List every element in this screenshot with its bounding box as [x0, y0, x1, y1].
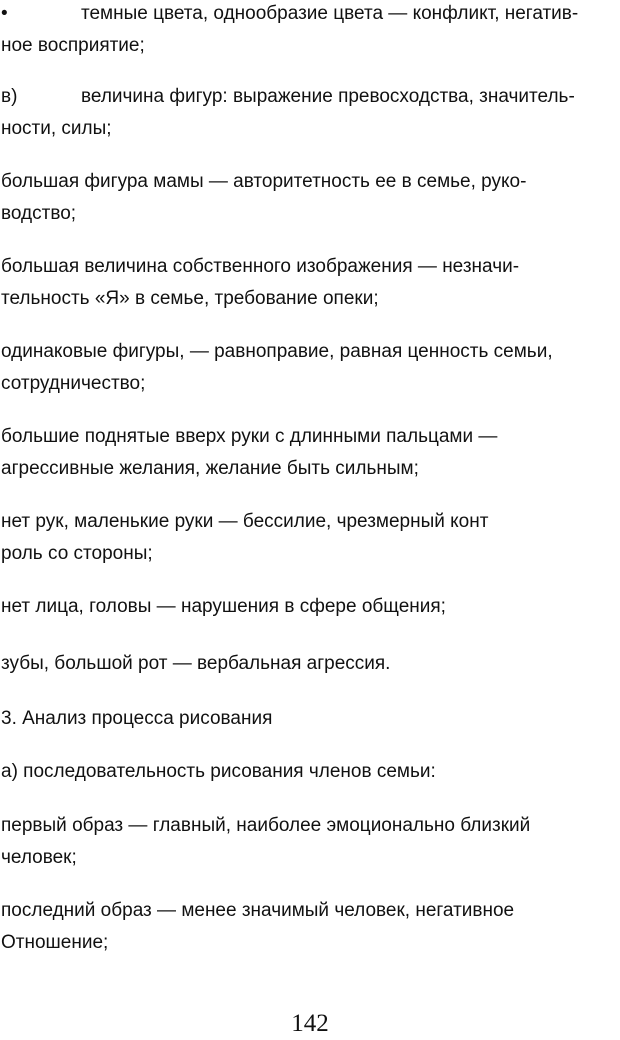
text-line: ное восприятие; — [1, 35, 145, 56]
text-line: человек; — [1, 847, 77, 868]
text-line: агрессивные желания, желание быть сильным; — [1, 458, 419, 479]
paragraph-no-hands — [1, 506, 616, 570]
paragraph-last-image — [1, 895, 616, 959]
page-number: 142 — [291, 1010, 329, 1037]
paragraph-mother-figure — [1, 166, 616, 230]
text-line: а) последовательность рисования членов семьи: — [1, 761, 436, 782]
text-line: ности, силы; — [1, 118, 112, 139]
paragraph-first-image — [1, 810, 616, 874]
text-line: • темные цвета, однообразие цвета — конфликт, негатив- — [1, 0, 616, 30]
text-line: 3. Анализ процесса рисования — [1, 708, 273, 729]
text-line: зубы, большой рот — вербальная агрессия. — [1, 653, 391, 674]
text-line: Отношение; — [1, 932, 109, 953]
paragraph-teeth — [1, 648, 616, 680]
text-line: первый образ — главный, наиболее эмоционально близкий — [1, 815, 531, 836]
text-line: большие поднятые вверх руки с длинными пальцами — — [1, 426, 498, 447]
text-line: сотрудничество; — [1, 373, 146, 394]
text-line: большая величина собственного изображения — незначи- — [1, 256, 520, 277]
text-line: большая фигура мамы — авторитетность ее в семье, руко- — [1, 171, 527, 192]
text-line: нет лица, головы — нарушения в сфере общения; — [1, 596, 446, 617]
paragraph-no-face — [1, 591, 616, 623]
list-marker: в) — [1, 86, 18, 107]
text-line: в) величина фигур: выражение превосходства, значитель- — [1, 81, 616, 113]
text-line: нет рук, маленькие руки — бессилие, чрезмерный конт — [1, 511, 489, 532]
text-line: тельность «Я» в семье, требование опеки; — [1, 288, 379, 309]
bullet-marker: • — [1, 3, 8, 24]
paragraph-self-image — [1, 251, 616, 315]
paragraph-figure-size — [1, 81, 616, 145]
paragraph-drawing-sequence — [1, 756, 616, 788]
text-line: роль со стороны; — [1, 543, 153, 564]
paragraph-raised-hands — [1, 421, 616, 485]
text-line: одинаковые фигуры, — равноправие, равная ценность семьи, — [1, 341, 553, 362]
text-line: водство; — [1, 203, 77, 224]
paragraph-dark-colors — [1, 0, 616, 62]
paragraph-equal-figures — [1, 336, 616, 400]
section-heading — [1, 703, 616, 735]
text-line: последний образ — менее значимый человек, негативное — [1, 900, 515, 921]
